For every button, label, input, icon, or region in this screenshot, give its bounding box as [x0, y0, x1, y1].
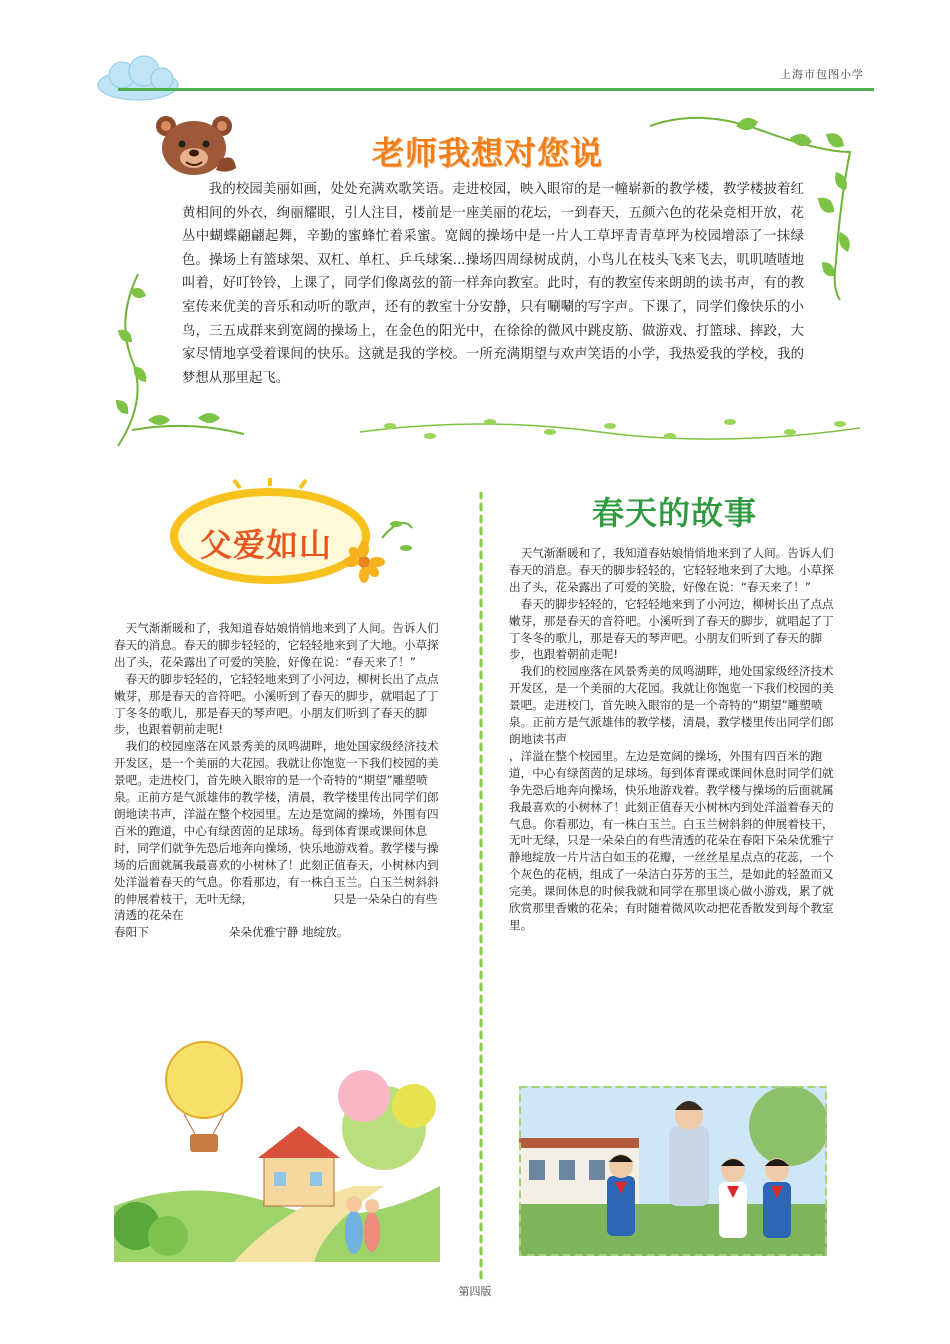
left-paragraph-text: 我们的校园座落在风景秀美的凤鸣湖畔，地处国家级经济技术开发区，是一个美丽的大花园。我就让你饱览一下我们校园的美景吧。走进校门，首先映入眼帘的是一个奇特的“期望”雕塑喷泉。正前方是气派雄伟的教学楼，清晨，教学楼里传出同学们郎朗地读书声，洋溢在整个校园里。左边是宽阔的操场，外围有四百米的跑道，中心有绿茵茵的足球场。每到体育课或课间休息时，同学们就争先恐后地奔向操场，快乐地游戏着。教学楼与操场的后面就属我最喜欢的小树林了！此刻正值春天，小树林内到处洋溢着春天的气息。你看那边，有一株白玉兰。白玉兰树斜斜的伸展着枝干，无叶无绿，: [114, 739, 439, 906]
teacher-students-photo: [519, 1086, 827, 1256]
right-article: [509, 545, 843, 934]
header-rule: [118, 88, 874, 91]
left-paragraph-tail: 春阳下: [114, 925, 149, 940]
vine-decoration-icon: [360, 402, 860, 452]
school-name: 上海市包图小学: [780, 68, 864, 81]
left-paragraph: [114, 738, 440, 924]
left-paragraph-tail: 只是一朵朵白的有些清透的花朵在: [114, 891, 438, 923]
cloud-icon: [92, 55, 184, 105]
right-paragraph: 天气渐渐暖和了，我知道春姑娘悄悄地来到了人间。告诉人们春天的消息。春天的脚步轻轻的，它轻轻地来到了大地。小草探出了头，花朵露出了可爱的笑脸，好像在说：“春天来了！”: [509, 546, 834, 594]
bear-icon: [150, 112, 238, 182]
page-number: 第四版: [458, 1285, 492, 1298]
left-paragraph-tail: 朵朵优雅宁静 地绽放。: [228, 925, 349, 940]
left-article: [114, 620, 440, 941]
section-title-father: 父爱如山: [200, 526, 333, 564]
section-title-spring: 春天的故事: [592, 494, 758, 532]
left-paragraph: 春天的脚步轻轻的，它轻轻地来到了小河边，柳树长出了点点嫩芽，那是春天的音符吧。小溪听到了春天的脚步，就唱起了丁丁冬冬的歌儿，那是春天的琴声吧。小朋友们听到了春天的脚步，也跟着朝前走呢!: [114, 671, 439, 737]
intro-paragraph: 我的校园美丽如画，处处充满欢歌笑语。走进校园，映入眼帘的是一幢崭新的教学楼，教学楼披着红黄相间的外衣，绚丽耀眼，引人注目，楼前是一座美丽的花坛，一到春天，五颜六色的花朵竞相开放，花丛中蝴蝶翩翩起舞，辛勤的蜜蜂忙着采蜜。宽阔的操场中是一片人工草坪青青草坪为校园增添了一抹绿色。操场上有篮球架、双杠、单杠、乒乓球案...操场四周绿树成荫，小鸟儿在枝头飞来飞去，叽叽喳喳地叫着，好叮铃铃，上课了，同学们像离弦的箭一样奔向教室。此时，有的教室传来朗朗的读书声，有的教室传来优美的音乐和动听的歌声，还有的教室十分安静，只有唰唰的写字声。下课了，同学们像快乐的小鸟，三五成群来到宽阔的操场上，在金色的阳光中，在徐徐的微风中跳皮筋、做游戏、打篮球、摔跤，大家尽情地享受着课间的快乐。这就是我的学校。一所充满期望与欢声笑语的小学，我热爱我的学校，我的梦想从那里起飞。: [182, 182, 804, 386]
balloon-family-illustration: [114, 1036, 440, 1262]
left-paragraph: [114, 924, 440, 941]
dotted-vine-divider: [478, 492, 484, 1282]
right-paragraph: 春天的脚步轻轻的，它轻轻地来到了小河边，柳树长出了点点嫩芽，那是春天的音符吧。小溪听到了春天的脚步，就唱起了丁丁冬冬的歌儿，那是春天的琴声吧。小朋友们听到了春天的脚步，也跟着朝前走呢!: [509, 596, 834, 662]
left-paragraph: 天气渐渐暖和了，我知道春姑娘悄悄地来到了人间。告诉人们春天的消息。春天的脚步轻轻的，它轻轻地来到了大地。小草探出了头，花朵露出了可爱的笑脸，好像在说：“春天来了！”: [114, 621, 439, 669]
section-title-teacher: 老师我想对您说: [372, 134, 604, 172]
right-paragraph: 我们的校园座落在风景秀美的凤鸣湖畔，地处国家级经济技术开发区，是一个美丽的大花园。我就让你饱览一下我们校园的美景吧。走进校门，首先映入眼帘的是一个奇特的“期望”雕塑喷泉。正前方是气派雄伟的教学楼，清晨，教学楼里传出同学们郎朗地读书声: [509, 664, 834, 746]
right-paragraph: ，洋溢在整个校园里。左边是宽阔的操场，外围有四百米的跑道，中心有绿茵茵的足球场。每到体育课或课间休息时同学们就争先恐后地奔向操场，快乐地游戏着。教学楼与操场的后面就属我最喜欢的小树林了！此刻正值春天小树林内到处洋溢着春天的气息。你看那边，有一株白玉兰。白玉兰树斜斜的伸展着枝干，无叶无绿，只是一朵朵白的有些清透的花朵在春阳下朵朵优雅宁静地绽放一片片洁白如玉的花瓣，一丝丝星星点点的花蕊，一个个灰色的花柄，组成了一朵洁白芬芳的玉兰，是如此的轻盈而又完美。课间休息的时候我就和同学在那里谈心做小游戏，累了就欣赏那里香嫩的花朵；有时随着微风吹动把花香散发到每个教室里。: [509, 748, 834, 932]
